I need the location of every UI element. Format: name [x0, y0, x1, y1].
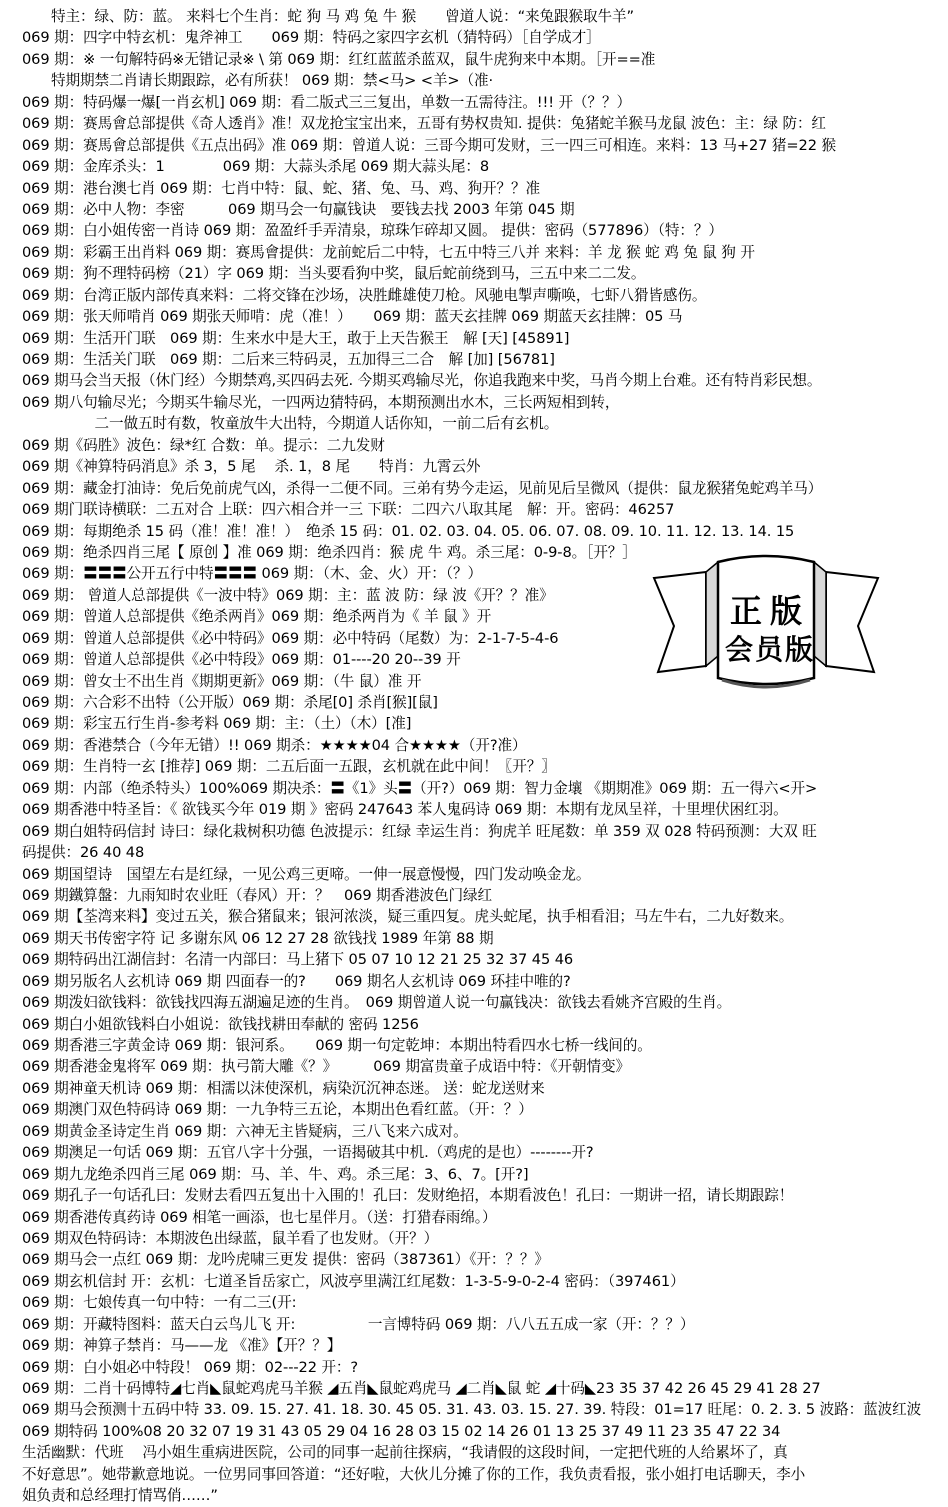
text-line: 069 期：张天师啃肖 069 期张天师啃：虎（准！） 069 期：蓝天玄挂牌 069 期蓝天玄挂牌：05 马 [22, 308, 683, 326]
badge-line-2: 会员版 [724, 633, 815, 666]
text-line: 069 期澳足一句话 069 期：五官八字十分强，一语揭破其中机.（鸡虎的是也）--------开? [22, 1144, 594, 1162]
text-line: 069 期马会一点红 069 期：龙吟虎啸三更发 提供：密码（387361）《开：？？》 [22, 1251, 549, 1269]
text-line: 069 期八句输尽光；今期买牛输尽光，一四两边猜特码，本期预测出水木，三长两短相到转， [22, 393, 620, 411]
text-line: 特期期禁二肖请长期跟踪，必有所获！ 069 期：禁<马> <羊>（准· [22, 72, 494, 90]
text-line: 069 期：台湾正版内部传真来料：二将交锋在沙场，决胜雌雄使刀枪。风驰电掣声嘶唤，七虾八猾皆感伤。 [22, 286, 707, 304]
text-line: 069 期泼妇欲钱料：欲钱找四海五湖遍足迹的生肖。 069 期曾道人说一句赢钱决：欲钱去看姚齐宫殿的生肖。 [22, 994, 732, 1012]
text-line: 069 期：金库杀头：1 069 期：大蒜头杀尾 069 期大蒜头尾：8 [22, 158, 490, 176]
text-line: 069 期香港三字黄金诗 069 期：银河系。 069 期一句定乾坤：本期出特看四水七桥一线间的。 [22, 1037, 652, 1054]
text-line: 069 期鐵算盤：九雨知时农业旺（春风）开：？ 069 期香港波色门绿红 [22, 886, 493, 904]
text-line: 069 期：生活开门联 069 期：生来水中是大王，敢于上天告猴王 解 [天] [45891] [22, 329, 570, 347]
text-line: 069 期玄机信封 开：玄机：七道圣旨岳家亡，风波亭里满江红尾数：1-3-5-9-0-2-4 密码：（397461） [22, 1272, 685, 1290]
text-line: 069 期香港金鬼将军 069 期：执弓箭大雕《？》 069 期富贵童子成语中特：《开朝情变》 [22, 1058, 630, 1076]
text-line: 069 期： 曾道人总部提供《一波中特》069 期：主：蓝 波 防：绿 波《开？？准》 [22, 586, 554, 604]
text-line: 069 期：内部（绝杀特头）100%069 期决杀：〓《1》头〓（开?）069 期：智力金壤 《期期准》069 期：五一得六<开> [22, 779, 818, 797]
text-line: 069 期：曾道人总部提供《必中特段》069 期：01----20 20--39 开 [22, 651, 461, 669]
text-line: 069 期：港台澳七肖 069 期：七肖中特：鼠、蛇、猪、兔、马、鸡、狗开？？准 [22, 179, 541, 197]
text-line: 069 期：白小姐传密一肖诗 069 期：盈盈纤手弄清泉，琼珠乍碎却又圆。 提供：密码（577896）（特：？） [22, 222, 723, 240]
text-line: 姐负责和总经理打情骂俏……” [22, 1487, 218, 1505]
text-line: 069 期白姐特码信封 诗曰：绿化栽树积功德 色波提示：红绿 幸运生肖：狗虎羊 旺尾数：单 359 双 028 特码预测：大双 旺 [22, 822, 817, 840]
text-line: 不好意思”。她带歉意地说。一位男同事回答道：“还好啦，大伙儿分摊了你的工作，我负责看报，张小姐打电话聊天，李小 [22, 1465, 806, 1483]
text-line: 069 期：特码爆一爆[一肖玄机] 069 期：看二版式三三复出，单数一五需待注。!!! 开（？？） [22, 93, 631, 111]
text-line: 069 期马会当天报（休门经）今期禁鸡,买四码去死. 今期买鸡输尽光，你追我跑来中奖，马肖今期上台难。还有特肖彩民想。 [22, 372, 822, 390]
text-line: 069 期：二肖十码博特◢七肖◣鼠蛇鸡虎马羊猴 ◢五肖◣鼠蛇鸡虎马 ◢二肖◣鼠 蛇 ◢十码◣23 35 37 42 26 45 29 41 28 27 [22, 1380, 821, 1397]
text-line: 069 期香港中特圣旨：《 欲钱买今年 019 期 》密码 247643 苯人鬼码诗 069 期：本期有龙凤呈祥，十里埋伏困红羽。 [22, 801, 788, 819]
text-line: 069 期：曾女士不出生肖《期期更新》069 期：（牛 鼠）准 开 [22, 672, 422, 690]
text-line: 069 期双色特码诗：本期波色出绿蓝，鼠羊看了也发财。（开？） [22, 1229, 439, 1247]
text-line: 069 期：四字中特玄机：鬼斧神工 069 期：特码之家四字玄机（猜特码）［自学成才］ [22, 29, 601, 47]
text-line: 069 期九龙绝杀四肖三尾 069 期：马、羊、牛、鸡。杀三尾：3、6、7。[开?] [22, 1165, 529, 1183]
text-line: 069 期：曾道人总部提供《绝杀两肖》069 期：绝杀两肖为《 羊 鼠 》开 [22, 608, 492, 626]
text-line: 069 期特码出江湖信封：名清一内部曰：马上猪下 05 07 10 12 21 25 32 37 45 46 [22, 951, 574, 969]
text-line: 069 期：七娘传真一句中特：一有二三(开: [22, 1294, 297, 1312]
text-line: 069 期：彩宝五行生肖-参考料 069 期：主：（土）（木）[准] [22, 715, 412, 733]
text-line: 069 期：香港禁合（今年无错）!! 069 期杀：★★★★04 合★★★★（开?准） [22, 736, 527, 754]
badge-line-1: 正版 [730, 592, 811, 630]
text-line: 069 期《神算特码消息》杀 3，5 尾 杀. 1，8 尾 特肖：九霄云外 [22, 458, 481, 476]
text-line: 069 期【荃湾来料】变过五关，猴合猪鼠来；银河浓淡，疑三重四复。虎头蛇尾，执手相看泪；马左牛右，二九好数来。 [22, 908, 794, 926]
text-line: 069 期另版名人玄机诗 069 期 四面春一的? 069 期名人玄机诗 069 环挂中唯的? [22, 972, 571, 990]
text-line: 069 期：〓〓〓公开五行中特〓〓〓 069 期：（木、金、火）开：（？） [22, 565, 482, 583]
text-line: 069 期马会预测十五码中特 33. 09. 15. 27. 41. 18. 30. 45 05. 31. 43. 03. 15. 27. 39. 特段：01=17 旺尾：0. 2. 3. 5 波路：蓝波红波 [22, 1401, 922, 1419]
text-line: 069 期孔子一句话孔曰：发财去看四五复出十入围的！孔曰：发财绝招，本期看波色！孔曰：一期讲一招，请长期跟踪！ [22, 1187, 794, 1205]
text-line: 069 期：彩霸王出肖料 069 期：赛馬會提供：龙前蛇后二中特，七五中特三八并 来料：羊 龙 猴 蛇 鸡 兔 鼠 狗 开 [22, 243, 755, 261]
text-line: 069 期《码胜》波色：绿*红 合数：单。提示：二九发财 [22, 436, 385, 454]
text-line: 069 期：生肖特一玄 [推荐] 069 期：二五后面一五跟，玄机就在此中间！〖开？〗 [22, 758, 556, 776]
text-line: 069 期：※ 一句解特码※无错记录※ \ 第 069 期：红红蓝蓝杀蓝双，鼠牛虎狗来中本期。［开==准 [22, 50, 656, 68]
text-line: 069 期白小姐欲钱料白小姐说：欲钱找耕田奉献的 密码 1256 [22, 1015, 419, 1033]
member-edition-badge [648, 548, 884, 698]
text-line: 069 期国望诗 国望左右是红绿，一见公鸡三更啼。一伸一展意慢慢，四门发动唤金龙。 [22, 865, 591, 883]
text-line: 069 期：白小姐必中特段！ 069 期：02---22 开：? [22, 1358, 359, 1376]
text-line: 069 期：神算子禁肖：马——龙 《准》【开？？】 [22, 1337, 342, 1355]
text-line: 069 期：赛馬會总部提供《奇人透肖》准！双龙抢宝宝出来，五哥有势权贵知. 提供：兔猪蛇羊猴马龙鼠 波色：主：绿 防：红 [22, 115, 826, 133]
text-line: 生活幽默：代班 冯小姐生重病进医院，公司的同事一起前往探病，“我请假的这段时间，一定把代班的人给累坏了，真 [22, 1444, 788, 1462]
text-line: 069 期澳门双色特码诗 069 期：一九争特三五论，本期出色看红蓝。（开：？） [22, 1101, 533, 1119]
text-line: 069 期：赛馬會总部提供《五点出码》准 069 期：曾道人说：三哥今期可发财，三一四三可相连。来料：13 马+27 猪=22 猴 [22, 136, 836, 154]
text-line: 码提供：26 40 48 [22, 844, 145, 862]
text-line: 069 期：狗不理特码榜（21）字 069 期：当头要看狗中奖，鼠后蛇前绕到马，三五中来二二发。 [22, 265, 646, 283]
text-line: 069 期：藏金打油诗：免后免前虎气凶，杀得一二便不同。三弟有势今走运，见前见后呈微风（提供：鼠龙猴猪兔蛇鸡羊马） [22, 479, 823, 497]
text-line: 二一做五时有数，牧童放牛大出特，今期道人话你知，一前二后有玄机。 [22, 415, 559, 433]
text-line: 069 期：必中人物：李密 069 期马会一句赢钱诀 要钱去找 2003 年第 045 期 [22, 200, 575, 218]
text-line: 069 期特码 100%08 20 32 07 19 31 43 05 29 04 16 28 03 15 02 14 26 01 13 25 37 49 11 23 35 47 22 34 [22, 1422, 781, 1440]
text-line: 069 期：曾道人总部提供《必中特码》069 期：必中特码（尾数）为：2-1-7-5-4-6 [22, 629, 559, 647]
text-line: 069 期：绝杀四肖三尾【 原创 】准 069 期：绝杀四肖：猴 虎 牛 鸡。杀三尾：0-9-8。［开？］ [22, 543, 637, 561]
text-line: 069 期香港传真药诗 069 相笔一画添，也七星伴月。（送：打猎春雨绵。） [22, 1208, 497, 1226]
text-line: 069 期门联诗横联：二五对合 上联：四六相合并一三 下联：二四六八取其尾 解：开。密码：46257 [22, 501, 675, 519]
text-line: 069 期：六合彩不出特（公开版）069 期：杀尾[0] 杀肖[猴][鼠] [22, 694, 438, 711]
text-line: 特主：绿、防：蓝。 来料七个生肖：蛇 狗 马 鸡 兔 牛 猴 曾道人说：“来兔跟猴取牛羊” [22, 8, 634, 25]
text-line: 069 期黄金圣诗定生肖 069 期：六神无主皆疑病，三八飞来六成对。 [22, 1122, 468, 1140]
text-column [22, 6, 934, 1507]
text-line: 069 期：生活关门联 069 期：二后来三特码灵，五加得三二合 解 [加] [56781] [22, 351, 555, 368]
text-line: 069 期天书传密字符 记 多谢东风 06 12 27 28 欲钱找 1989 年第 88 期 [22, 929, 494, 947]
text-line: 069 期神童天机诗 069 期：相濡以沫使深机，病染沉沉神态迷。 送：蛇龙送财来 [22, 1079, 545, 1097]
text-line: 069 期：开藏特图料：蓝天白云鸟儿飞 开: 一言博特码 069 期：八八五五成一家（开：？？） [22, 1315, 695, 1333]
text-line: 069 期：每期绝杀 15 码（准！准！准！） 绝杀 15 码：01. 02. 03. 04. 05. 06. 07. 08. 09. 10. 11. 12. 13. 14. 15 [22, 522, 795, 540]
